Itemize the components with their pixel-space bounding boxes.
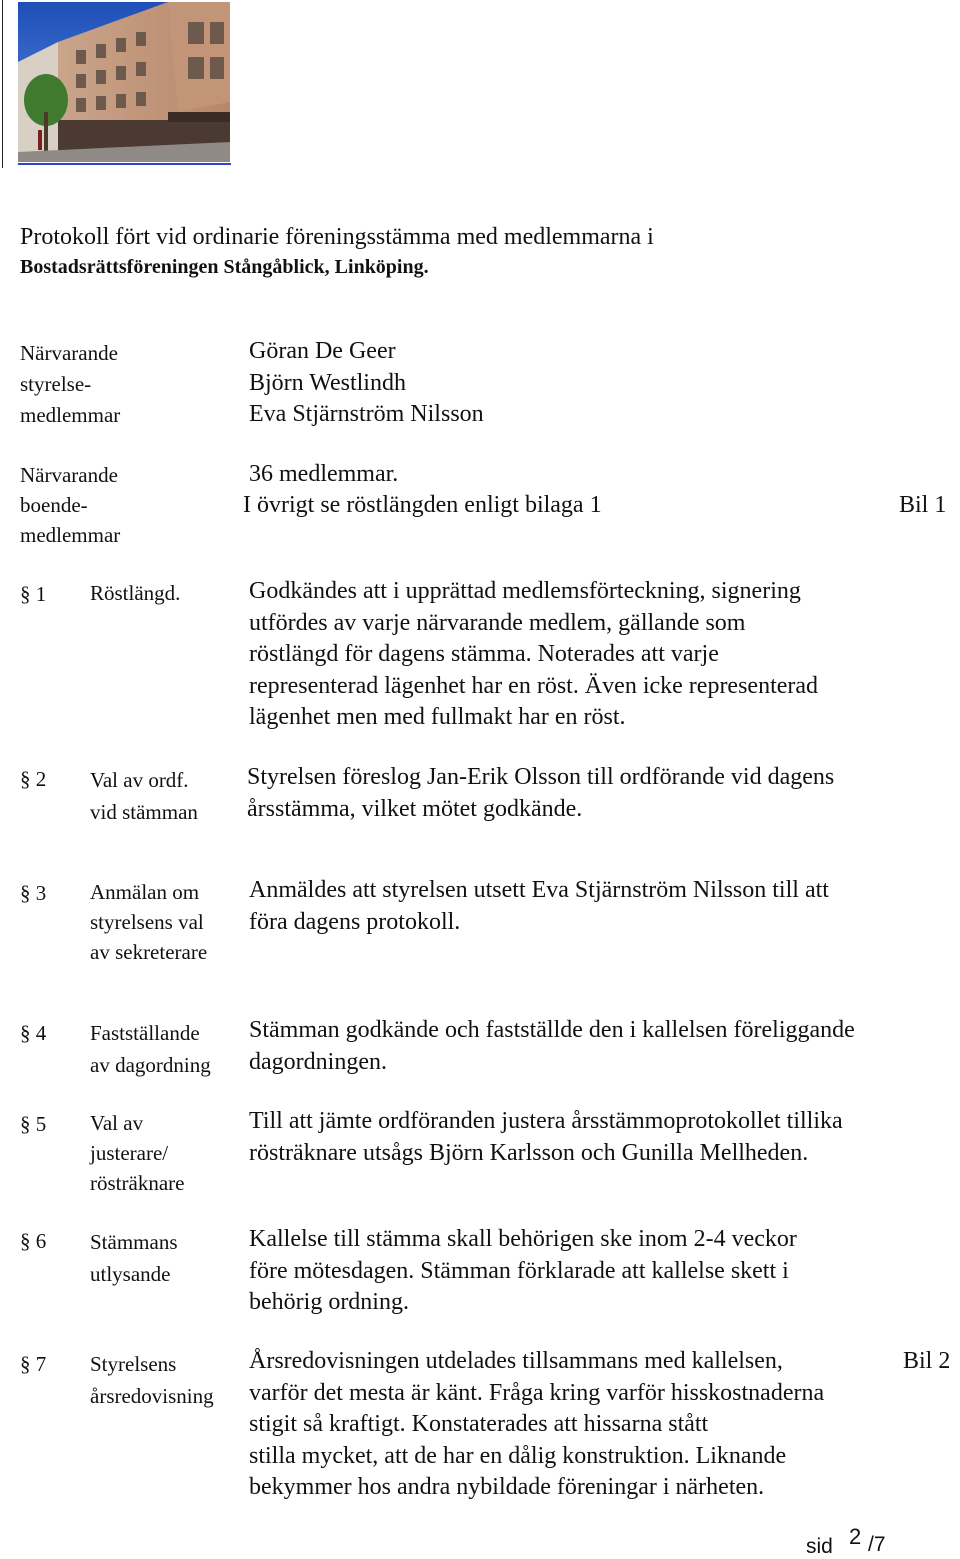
section-number: § 3: [20, 881, 47, 905]
text-line: Godkändes att i upprättad medlemsförteckning, signering: [249, 578, 801, 604]
section-heading: Stämmans utlysande: [90, 1230, 178, 1286]
text-line: Till att jämte ordföranden justera årsstämmoprotokollet tillika: [249, 1108, 843, 1134]
text-line: Stämman godkände och fastställde den i kallelsen föreliggande: [249, 1017, 855, 1043]
text-line: lägenhet men med fullmakt har en röst.: [249, 704, 626, 731]
section-text: [249, 1015, 855, 1078]
text-line: före mötesdagen. Stämman förklarade att kallelse skett i: [249, 1257, 789, 1284]
board-member: Björn Westlindh: [249, 370, 406, 396]
attachment-ref: Bil 1: [899, 492, 947, 518]
section-heading: Röstlängd.: [90, 581, 181, 605]
board-member: Eva Stjärnström Nilsson: [249, 401, 484, 427]
text-line: behörig ordning.: [249, 1289, 409, 1316]
resident-members-label: Närvarande boende- medlemmar: [20, 463, 121, 547]
text-line: Kallelse till stämma skall behörigen ske inom 2-4 veckor: [249, 1226, 797, 1252]
section-heading: Val av ordf. vid stämman: [90, 768, 198, 824]
text-line: rösträknare utsågs Björn Karlsson och Gunilla Mellheden.: [249, 1139, 809, 1166]
document-title: Protokoll fört vid ordinarie föreningsstämma med medlemmarna i: [20, 224, 654, 250]
text-line: Anmäldes att styrelsen utsett Eva Stjärnström Nilsson till att: [249, 877, 829, 903]
association-name: Bostadsrättsföreningen Stångåblick, Linköping.: [20, 256, 429, 278]
page-total: /7: [868, 1533, 886, 1556]
resident-note: I övrigt se röstlängden enligt bilaga 1: [243, 492, 602, 518]
page-label: sid: [806, 1535, 833, 1558]
attachment-ref: Bil 2: [903, 1348, 951, 1374]
section-heading: Styrelsens årsredovisning: [90, 1352, 214, 1408]
resident-count: 36 medlemmar.: [249, 461, 399, 487]
section-number: § 5: [20, 1112, 47, 1136]
section-text: [249, 1224, 797, 1319]
text-line: röstlängd för dagens stämma. Noterades att varje: [249, 641, 719, 668]
section-heading: Val av justerare/ rösträknare: [90, 1111, 185, 1195]
board-member: Göran De Geer: [249, 338, 396, 364]
text-line: årsstämma, vilket mötet godkände.: [247, 795, 583, 822]
section-number: § 6: [20, 1229, 47, 1253]
section-number: § 7: [20, 1352, 47, 1376]
page-number: 2: [849, 1524, 862, 1549]
text-line: Årsredovisningen utdelades tillsammans med kallelsen,: [249, 1348, 783, 1374]
section-heading: Fastställande av dagordning: [90, 1021, 211, 1077]
photo-underline: [18, 163, 231, 165]
section-text: [249, 1346, 824, 1504]
text-line: föra dagens protokoll.: [249, 908, 461, 935]
section-text: [249, 576, 818, 734]
section-text: [249, 1106, 843, 1169]
section-number: § 4: [20, 1021, 47, 1045]
section-text: [249, 875, 829, 938]
section-text: [247, 762, 834, 825]
text-line: utfördes av varje närvarande medlem, gällande som: [249, 609, 746, 636]
text-line: stigit så kraftigt. Konstaterades att hissarna stått: [249, 1411, 709, 1438]
text-line: dagordningen.: [249, 1048, 387, 1075]
margin-rule: [2, 0, 3, 168]
board-members-label: Närvarande styrelse- medlemmar: [20, 341, 121, 427]
section-heading: Anmälan om styrelsens val av sekreterare: [90, 880, 208, 964]
text-line: varför det mesta är känt. Fråga kring varför hisskostnaderna: [249, 1379, 825, 1406]
text-line: Styrelsen föreslog Jan-Erik Olsson till ordförande vid dagens: [247, 764, 835, 790]
text-line: representerad lägenhet har en röst. Även icke representerad: [249, 672, 819, 699]
section-number: § 1: [20, 582, 47, 606]
section-number: § 2: [20, 767, 47, 791]
text-line: stilla mycket, att de har en dålig konstruktion. Liknande: [249, 1442, 787, 1469]
building-photo: [18, 2, 230, 162]
text-line: bekymmer hos andra nybildade föreningar i närheten.: [249, 1474, 765, 1501]
